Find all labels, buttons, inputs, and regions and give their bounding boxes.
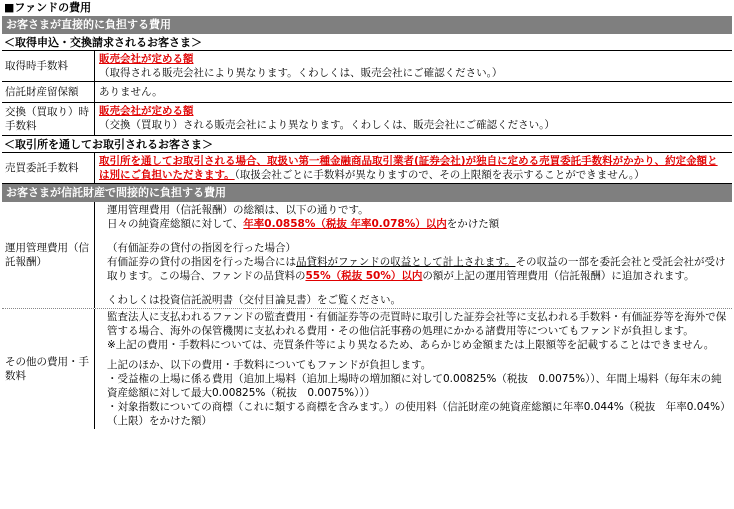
brokerage-fee-label: 売買委託手数料: [5, 162, 79, 174]
brokerage-fee-row: [2, 153, 732, 184]
other-fees-row: [2, 309, 732, 429]
acquisition-fee-amount: 販売会社が定める額: [99, 53, 194, 65]
lending-rate: 55%（税抜 50%）以内: [305, 270, 423, 282]
management-fee-row: [2, 202, 732, 309]
exchange-fee-row: [2, 103, 732, 136]
indirect-cost-header: お客さまが信託財産で間接的に負担する費用: [2, 184, 732, 202]
page-title: ■ファンドの費用: [4, 1, 92, 14]
management-fee-value: [94, 202, 732, 308]
acquisition-fee-value: [94, 51, 732, 81]
acquisition-fee-label: 取得時手数料: [5, 60, 68, 72]
prospectus-note: くわしくは投資信託説明書（交付目論見書）をご覧ください。: [107, 294, 401, 306]
other-fees-p3: 上記のほか、以下の費用・手数料についてもファンドが負担します。: [107, 359, 432, 371]
acquisition-fee-row: [2, 51, 732, 82]
management-fee-label: 運用管理費用（信託報酬）: [5, 242, 89, 268]
brokerage-fee-note: （取扱会社ごとに手数料が異なりますので、その上限額を表示することができません。）: [234, 169, 645, 181]
lending-heading: （有価証券の貸付の指図を行った場合）: [107, 242, 296, 254]
other-fees-p5: ・対象指数についての商標（これに類する商標を含みます。）の使用料（信託財産の純資産総額に年率0.044%（税抜 年率0.04%）（上限）をかけた額）: [107, 401, 726, 427]
lending-text: 有価証券の貸付の指図を行った場合には品貸料がファンドの収益として計上されます。その収益の一部を委託会社と受託会社が受け取ります。この場合、ファンドの品貸料の55%（税抜 50%）以内の額が上記の運用管理費用（信託報酬）に追加されます。: [107, 256, 726, 282]
retention-label: 信託財産留保額: [5, 86, 79, 98]
retention-value: ありません。: [94, 82, 732, 102]
other-fees-p2: ※上記の費用・手数料については、売買条件等により異なるため、あらかじめ金額または上限額等を記載することはできません。: [107, 339, 715, 351]
management-fee-rate: 年率0.0858%（税抜 年率0.078%）以内: [243, 218, 447, 230]
exchange-fee-note: （交換（買取り）される販売会社により異なります。くわしくは、販売会社にご確認ください。）: [99, 119, 555, 131]
management-fee-line2: 日々の純資産総額に対して、年率0.0858%（税抜 年率0.078%）以内をかけた額: [107, 218, 500, 230]
other-fees-p1: 監査法人に支払われるファンドの監査費用・有価証券等の売買時に取引した証券会社等に支払われる手数料・有価証券等を海外で保管する場合、海外の保管機関に支払われる費用・その他信託事務の処理にかかる諸費用等についてもファンドが負担します。: [107, 311, 727, 337]
brokerage-fee-value: [94, 153, 732, 183]
management-fee-line1: 運用管理費用（信託報酬）の総額は、以下の通りです。: [107, 204, 369, 216]
exchange-fee-value: [94, 103, 732, 135]
other-fees-value: [94, 309, 732, 429]
acquisition-subheader: ＜取得申込・交換請求されるお客さま＞: [2, 34, 732, 51]
acquisition-fee-note: （取得される販売会社により異なります。くわしくは、販売会社にご確認ください。）: [99, 67, 503, 79]
exchange-fee-label: 交換（買取り）時手数料: [5, 106, 89, 132]
brokerage-fee-text: 取引所を通してお取引される場合、取扱い第一種金融商品取引業者(証券会社)が独自に定める売買委託手数料がかかり、約定金額とは別にご負担いただきます。: [99, 155, 718, 181]
other-fees-p4: ・受益権の上場に係る費用（追加上場料（追加上場時の増加額に対して0.00825%（税抜 0.0075%））、年間上場料（毎年末の純資産総額に対して最大0.00825%（税抜 0.0075%）））: [107, 373, 722, 399]
direct-cost-header: お客さまが直接的に負担する費用: [2, 16, 732, 34]
retention-row: [2, 82, 732, 103]
exchange-trading-subheader: ＜取引所を通してお取引されるお客さま＞: [2, 136, 732, 153]
exchange-fee-amount: 販売会社が定める額: [99, 105, 194, 117]
other-fees-label: その他の費用・手数料: [5, 356, 89, 382]
